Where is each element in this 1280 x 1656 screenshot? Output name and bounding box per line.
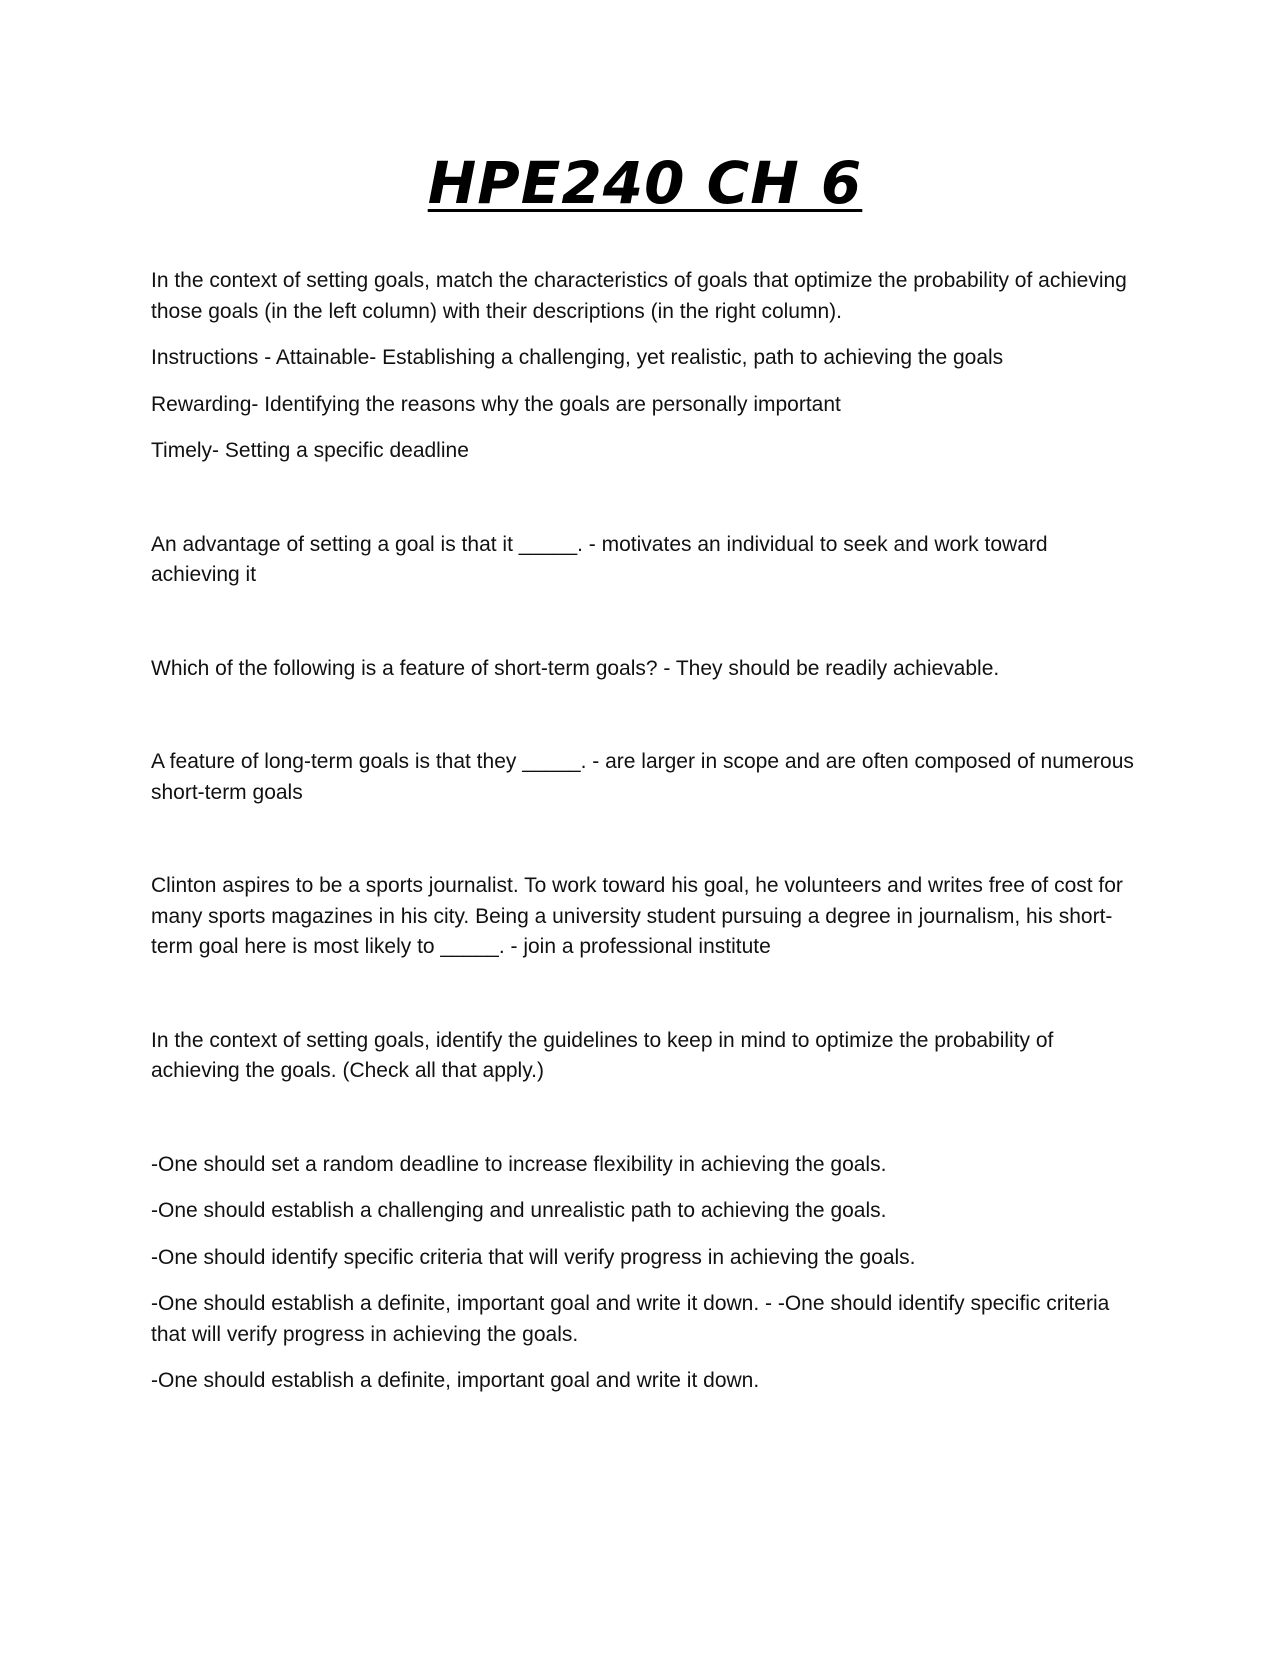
paragraph: -One should establish a definite, important goal and write it down. [151, 1369, 760, 1392]
paragraph: -One should identify specific criteria that will verify progress in achieving the goals. [151, 1245, 916, 1269]
document-title: HPE240 CH 6 [427, 149, 863, 217]
document-body [151, 266, 1141, 1397]
paragraph: A feature of long-term goals is that they _____. - are larger in scope and are often composed of numerous short-term goals [151, 750, 1134, 804]
title-container [0, 148, 1280, 218]
paragraph: Clinton aspires to be a sports journalist. To work toward his goal, he volunteers and writes free of cost for many sports magazines in his city. Being a university student pursuing a degree in journalism, his short-term goal here is most likely to _____. - join a professional institute [151, 874, 1123, 958]
paragraph: In the context of setting goals, identify the guidelines to keep in mind to optimize the probability of achieving the goals. (Check all that apply.) [151, 1028, 1054, 1082]
paragraph: Which of the following is a feature of short-term goals? - They should be readily achievable. [151, 656, 1000, 680]
paragraph: -One should establish a definite, important goal and write it down. - -One should identify specific criteria that will verify progress in achieving the goals. [151, 1292, 1110, 1346]
paragraph: Rewarding- Identifying the reasons why the goals are personally important [151, 392, 841, 416]
paragraph: -One should set a random deadline to increase flexibility in achieving the goals. [151, 1152, 887, 1176]
paragraph: Instructions - Attainable- Establishing a challenging, yet realistic, path to achieving the goals [151, 346, 1004, 369]
paragraph: In the context of setting goals, match the characteristics of goals that optimize the probability of achieving those goals (in the left column) with their descriptions (in the right column). [151, 269, 1127, 323]
paragraph: An advantage of setting a goal is that it _____. - motivates an individual to seek and work toward achieving it [151, 532, 1048, 586]
paragraph: Timely- Setting a specific deadline [151, 439, 469, 462]
paragraph: -One should establish a challenging and unrealistic path to achieving the goals. [151, 1199, 887, 1222]
